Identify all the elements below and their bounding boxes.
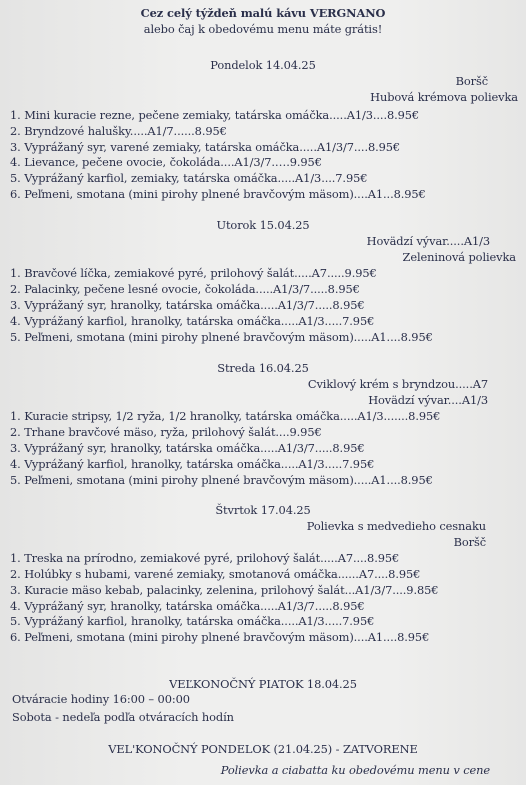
soup-wednesday-2: Hovädzí vývar....A1/3 [368,393,488,407]
menu-item: 4. Vyprážaný karfiol, hranolky, tatárska omáčka.....A1/3.....7.95€ [10,457,375,471]
menu-item: 6. Peľmeni, smotana (mini pirohy plnené bravčovým mäsom)....A1....8.95€ [10,630,430,644]
menu-item: 6. Peľmeni, smotana (mini pirohy plnené bravčovým mäsom)....A1...8.95€ [10,187,426,201]
day-title-tuesday: Utorok 15.04.25 [216,218,310,232]
menu-item: 5. Peľmeni, smotana (mini pirohy plnené bravčovým mäsom).....A1....8.95€ [10,473,433,487]
soup-tuesday-2: Zeleninová polievka [402,250,516,264]
weekend-hours: Sobota - nedeľa podľa otváracích hodín [12,710,234,724]
footer-note: Polievka a ciabatta ku obedovému menu v cene [220,763,490,777]
menu-item: 4. Vyprážaný karfiol, hranolky, tatárska omáčka.....A1/3.....7.95€ [10,314,375,328]
good-friday-title: VEĽKONOČNÝ PIATOK 18.04.25 [169,677,357,691]
menu-item: 1. Treska na prírodno, zemiakové pyré, prilohový šalát.....A7....8.95€ [10,551,400,565]
day-title-monday: Pondelok 14.04.25 [210,58,316,72]
menu-item: 3. Kuracie mäso kebab, palacinky, zelenina, prilohový šalát...A1/3/7....9.85€ [10,583,439,597]
menu-item: 2. Trhane bravčové mäso, ryža, prilohový šalát....9.95€ [10,425,322,439]
soup-monday-1: Boršč [455,74,488,88]
soup-monday-2: Hubová krémova polievka [370,90,518,104]
menu-item: 1. Mini kuracie rezne, pečene zemiaky, tatárska omáčka.....A1/3....8.95€ [10,108,420,122]
soup-thursday-1: Polievka s medvedieho cesnaku [306,519,486,533]
day-title-wednesday: Streda 16.04.25 [217,361,309,375]
menu-item: 3. Vyprážaný syr, varené zemiaky, tatárska omáčka.....A1/3/7....8.95€ [10,140,401,154]
day-title-thursday: Štvrtok 17.04.25 [215,503,311,517]
menu-item: 3. Vyprážaný syr, hranolky, tatárska omáčka.....A1/3/7.....8.95€ [10,441,365,455]
soup-tuesday-1: Hovädzí vývar.....A1/3 [366,234,490,248]
menu-item: 5. Vyprážaný karfiol, hranolky, tatárska omáčka.....A1/3.....7.95€ [10,614,375,628]
menu-item: 1. Bravčové líčka, zemiakové pyré, prilohový šalát.....A7.....9.95€ [10,266,377,280]
soup-wednesday-1: Cviklový krém s bryndzou.....A7 [307,377,488,391]
menu-item: 4. Lievance, pečene ovocie, čokoláda....A1/3/7.….9.95€ [10,155,322,169]
menu-item: 2. Holúbky s hubami, varené zemiaky, smotanová omáčka......A7....8.95€ [10,567,421,581]
menu-item: 2. Palacinky, pečene lesné ovocie, čokoláda.....A1/3/7.....8.95€ [10,282,360,296]
menu-item: 5. Vyprážaný karfiol, zemiaky, tatárska omáčka.....A1/3....7.95€ [10,171,368,185]
menu-item: 4. Vyprážaný syr, hranolky, tatárska omáčka.....A1/3/7.....8.95€ [10,599,365,613]
menu-item: 2. Bryndzové halušky.....A1/7......8.95€ [10,124,227,138]
menu-item: 5. Peľmeni, smotana (mini pirohy plnené bravčovým mäsom).....A1....8.95€ [10,330,433,344]
intro-line-2: alebo čaj k obedovému menu máte grátis! [143,22,383,36]
easter-monday-closed: VEL'KONOČNÝ PONDELOK (21.04.25) - ZATVORENE [108,742,418,756]
soup-thursday-2: Boršč [453,535,486,549]
menu-item: 1. Kuracie stripsy, 1/2 ryža, 1/2 hranolky, tatárska omáčka.....A1/3.......8.95€ [10,409,441,423]
opening-hours: Otváracie hodiny 16:00 – 00:00 [12,692,190,706]
menu-item: 3. Vyprážaný syr, hranolky, tatárska omáčka.....A1/3/7.....8.95€ [10,298,365,312]
intro-line-1: Cez celý týždeň malú kávu VERGNANO [140,6,386,20]
